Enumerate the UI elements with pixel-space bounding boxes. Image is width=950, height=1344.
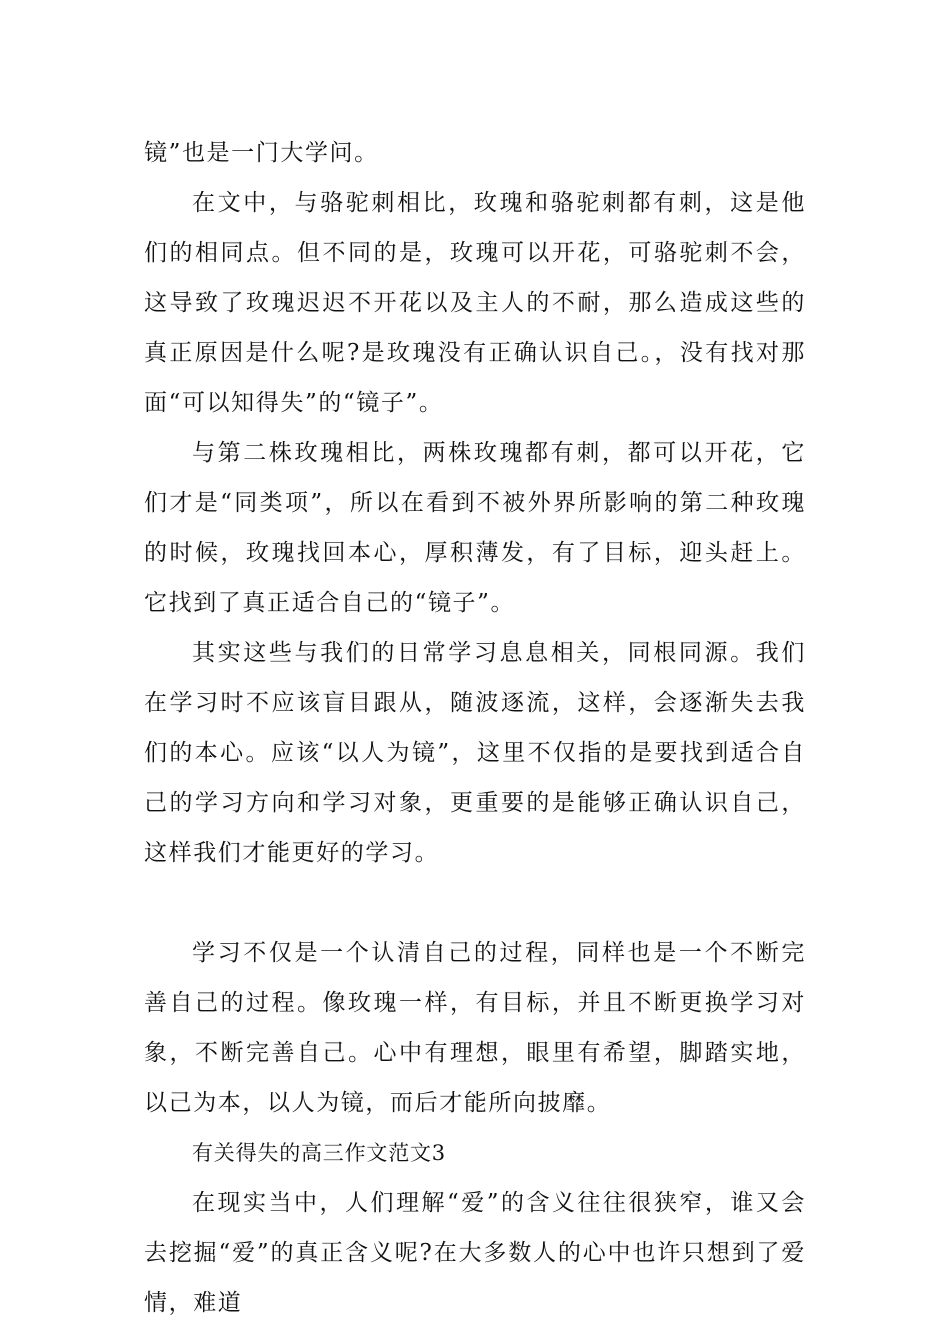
paragraph-daily-study: 其实这些与我们的日常学习息息相关，同根同源。我们在学习时不应该盲目跟从，随波逐流，这样，会逐渐失去我们的本心。应该“以人为镜”，这里不仅指的是要找到适合自己的学习方向和学习对象，更重要的是能够正确认识自己，这样我们才能更好的学习。 — [144, 640, 806, 866]
paragraph-spacer — [144, 878, 806, 928]
paragraph-camel-thorn-comparison: 在文中，与骆驼刺相比，玫瑰和骆驼刺都有刺，这是他们的相同点。但不同的是，玫瑰可以开花，可骆驼刺不会，这导致了玫瑰迟迟不开花以及主人的不耐，那么造成这些的真正原因是什么呢?是玫瑰没有正确认识自己。，没有找对那面“可以知得失”的“镜子”。 — [144, 190, 806, 416]
paragraph-continuation: 镜”也是一门大学问。 — [144, 140, 379, 166]
paragraph-self-improvement: 学习不仅是一个认清自己的过程，同样也是一个不断完善自己的过程。像玫瑰一样，有目标，并且不断更换学习对象，不断完善自己。心中有理想，眼里有希望，脚踏实地，以己为本，以人为镜，而后才能所向披靡。 — [144, 940, 806, 1116]
section-heading: 有关得失的高三作文范文3 — [192, 1141, 446, 1165]
paragraph-second-rose-comparison: 与第二株玫瑰相比，两株玫瑰都有刺，都可以开花，它们才是“同类项”，所以在看到不被外界所影响的第二种玫瑰的时候，玫瑰找回本心，厚积薄发，有了目标，迎头赶上。它找到了真正适合自己的“镜子”。 — [144, 440, 806, 616]
document-body — [144, 128, 806, 1328]
paragraph-love-meaning: 在现实当中，人们理解“爱”的含义往往很狭窄，谁又会去挖掘“爱”的真正含义呢?在大多数人的心中也许只想到了爱情，难道 — [144, 1190, 806, 1316]
